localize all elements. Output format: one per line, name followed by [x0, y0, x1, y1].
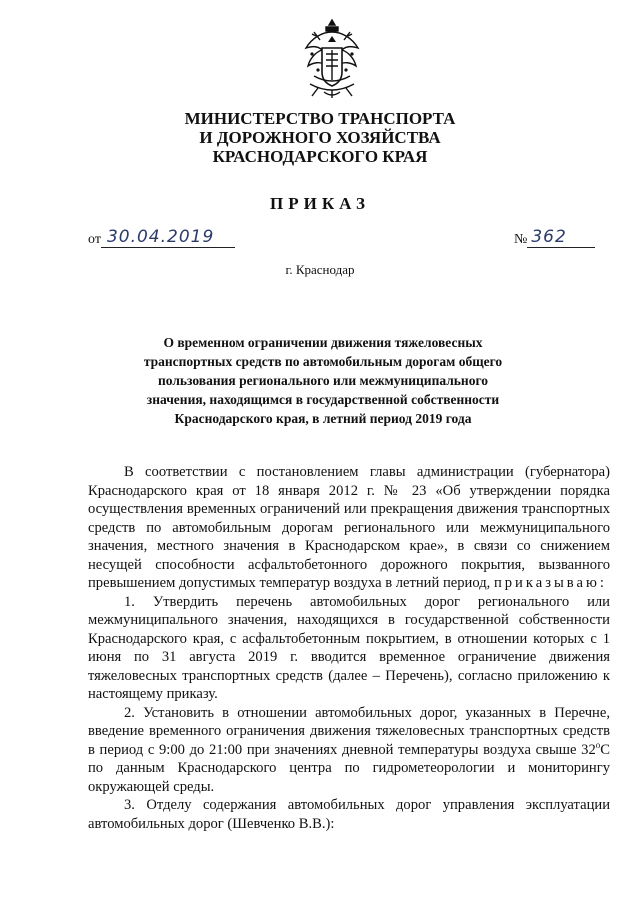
- document-type: ПРИКАЗ: [270, 194, 370, 213]
- title-line: транспортных средств по автомобильным дорогам общего: [143, 354, 503, 369]
- item-1-paragraph: 1. Утвердить перечень автомобильных дорог регионального или межмуниципального значения, находящихся в государственной собственности Краснодарского края, с асфальтобетонным покрытием, в отношении которых с 1 июня по 31 августа 2019 г. вводится временное ограничение движения тяжеловесных транспортных средств (далее – Перечень), согласно приложению к настоящему приказу.: [88, 593, 610, 702]
- city: г. Краснодар: [285, 262, 355, 277]
- item-3-paragraph: 3. Отделу содержания автомобильных дорог управления эксплуатации автомобильных дорог (Шевченко В.В.):: [88, 797, 610, 832]
- handwritten-number: 362: [527, 227, 595, 248]
- handwritten-date: 30.04.2019: [101, 227, 235, 248]
- preamble-text: В соответствии с постановлением главы администрации (губернатора) Краснодарского края от 18 января 2012 г. № 23 «Об утверждении порядка осуществления временных ограничений или прекращения движения транспортных средств по автомобильным дорогам регионального или межмуниципального значения, местного значения в Краснодарском крае», в связи со снижением несущей способности асфальтобетонного дорожного покрытия, вызванного превышением допустимых температур воздуха в летний период,: [88, 464, 610, 591]
- title-line: Краснодарского края, в летний период 2019 года: [174, 411, 472, 426]
- coat-of-arms-icon: [300, 18, 364, 100]
- degree-superscript: о: [595, 739, 601, 750]
- order-title: [108, 333, 538, 428]
- ministry-line: КРАСНОДАРСКОГО КРАЯ: [212, 147, 428, 166]
- order-keyword: приказываю:: [493, 575, 607, 591]
- ministry-name: [0, 109, 640, 166]
- title-line: значения, находящимся в государственной собственности: [146, 392, 500, 407]
- title-line: О временном ограничении движения тяжеловесных: [163, 335, 483, 350]
- item-2-paragraph: [88, 704, 610, 797]
- item-2-text-end: С по данным Краснодарского центра по гидрометеорологии и мониторингу окружающей среды.: [88, 741, 610, 795]
- date-label: от: [88, 232, 101, 247]
- order-number: [514, 227, 595, 248]
- preamble-paragraph: [88, 463, 610, 593]
- number-label: №: [514, 232, 528, 247]
- title-line: пользования регионального или межмуниципального: [157, 373, 489, 388]
- item-2-text: 2. Установить в отношении автомобильных дорог, указанных в Перечне, введение временного ограничения движения тяжеловесных транспортных средств в период с 9:00 до 21:00 при значениях дневной температуры воздуха свыше 32: [88, 704, 610, 758]
- ministry-line: МИНИСТЕРСТВО ТРАНСПОРТА: [184, 109, 456, 128]
- order-body: [88, 463, 610, 833]
- ministry-line: И ДОРОЖНОГО ХОЗЯЙСТВА: [199, 128, 441, 147]
- order-date: [88, 227, 235, 248]
